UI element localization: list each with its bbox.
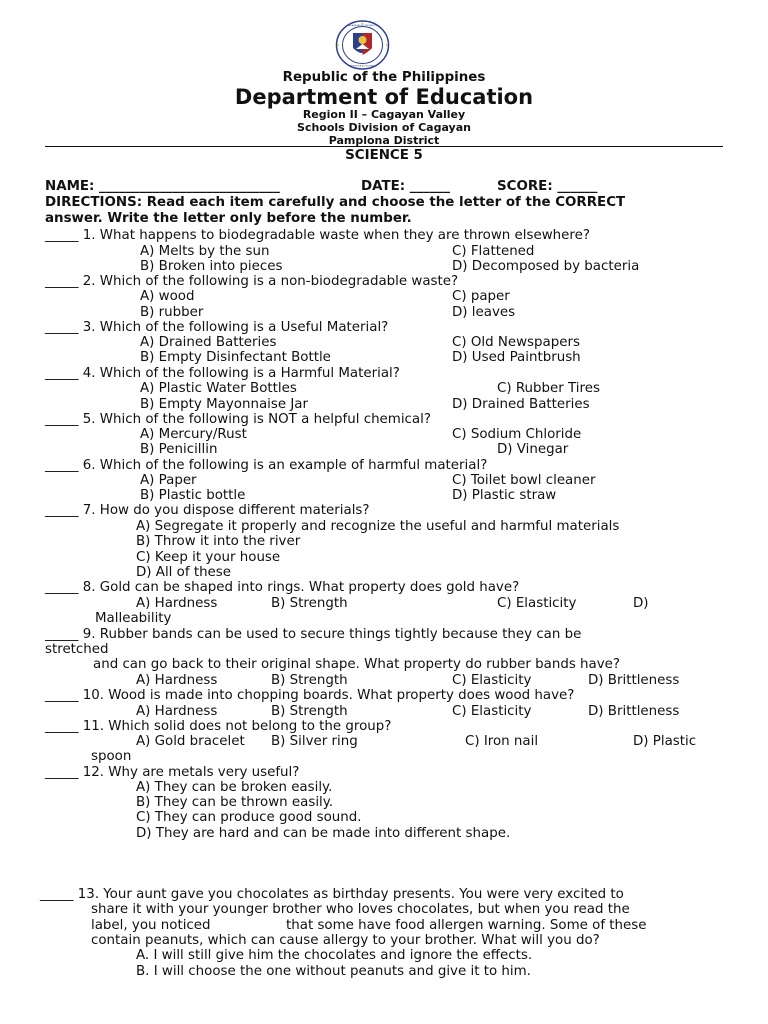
seal-text-bottom: REPUBLIKA NG PILIPINAS <box>350 65 375 68</box>
question-9-stem-line-3: and can go back to their original shape. What property do rubber bands have? <box>93 657 621 672</box>
q2-option-d: D) leaves <box>452 305 516 320</box>
directions-line-2: answer. Write the letter only before the number. <box>45 211 412 226</box>
subject-title: SCIENCE 5 <box>345 148 423 163</box>
question-12-stem: _____ 12. Why are metals very useful? <box>45 765 300 780</box>
date-field[interactable]: DATE: ______ <box>361 179 450 194</box>
q11-option-a: A) Gold bracelet <box>136 734 245 749</box>
q13-option-a: A. I will still give him the chocolates and ignore the effects. <box>136 948 533 963</box>
q4-option-c: C) Rubber Tires <box>497 381 600 396</box>
directions-line-1: DIRECTIONS: Read each item carefully and choose the letter of the CORRECT <box>45 195 626 210</box>
q9-option-c: C) Elasticity <box>452 673 532 688</box>
q6-option-a: A) Paper <box>140 473 197 488</box>
q12-option-c: C) They can produce good sound. <box>136 810 362 825</box>
q4-option-b: B) Empty Mayonnaise Jar <box>140 397 309 412</box>
q9-option-a: A) Hardness <box>136 673 218 688</box>
question-6-stem: _____ 6. Which of the following is an example of harmful material? <box>45 458 488 473</box>
q9-option-d: D) Brittleness <box>588 673 680 688</box>
q3-option-b: B) Empty Disinfectant Bottle <box>140 350 331 365</box>
q6-option-d: D) Plastic straw <box>452 488 557 503</box>
question-1-stem: _____ 1. What happens to biodegradable waste when they are thrown elsewhere? <box>45 228 590 243</box>
q3-option-a: A) Drained Batteries <box>140 335 277 350</box>
q8-option-c: C) Elasticity <box>497 596 577 611</box>
question-13-stem-line-1: _____ 13. Your aunt gave you chocolates as birthday presents. You were very excited to <box>40 887 624 902</box>
q8-option-b: B) Strength <box>271 596 348 611</box>
q5-option-c: C) Sodium Chloride <box>452 427 582 442</box>
q11-option-c: C) Iron nail <box>465 734 539 749</box>
q12-option-a: A) They can be broken easily. <box>136 780 333 795</box>
q6-option-b: B) Plastic bottle <box>140 488 246 503</box>
q10-option-c: C) Elasticity <box>452 704 532 719</box>
score-field[interactable]: SCORE: ______ <box>497 179 598 194</box>
q11-option-b: B) Silver ring <box>271 734 358 749</box>
q2-option-a: A) wood <box>140 289 195 304</box>
q8-option-d-continued: Malleability <box>95 611 172 626</box>
q8-option-a: A) Hardness <box>136 596 218 611</box>
q11-option-d-continued: spoon <box>91 749 132 764</box>
q10-option-d: D) Brittleness <box>588 704 680 719</box>
q10-option-a: A) Hardness <box>136 704 218 719</box>
q1-option-c: C) Flattened <box>452 244 535 259</box>
deped-seal-logo <box>326 20 399 70</box>
question-11-stem: _____ 11. Which solid does not belong to the group? <box>45 719 392 734</box>
q5-option-a: A) Mercury/Rust <box>140 427 247 442</box>
region-line: Region II – Cagayan Valley <box>302 108 466 121</box>
q7-option-c: C) Keep it your house <box>136 550 281 565</box>
header-divider <box>45 146 723 147</box>
q1-option-b: B) Broken into pieces <box>140 259 283 274</box>
question-8-stem: _____ 8. Gold can be shaped into rings. What property does gold have? <box>45 580 520 595</box>
q2-option-c: C) paper <box>452 289 510 304</box>
q3-option-c: C) Old Newspapers <box>452 335 580 350</box>
question-5-stem: _____ 5. Which of the following is NOT a helpful chemical? <box>45 412 431 427</box>
question-9-stem-line-2: stretched <box>45 642 109 657</box>
q6-option-c: C) Toilet bowl cleaner <box>452 473 596 488</box>
q7-option-a: A) Segregate it properly and recognize the useful and harmful materials <box>136 519 620 534</box>
q4-option-d: D) Drained Batteries <box>452 397 590 412</box>
q4-option-a: A) Plastic Water Bottles <box>140 381 297 396</box>
q1-option-a: A) Melts by the sun <box>140 244 270 259</box>
question-13-stem-line-3b: that some have food allergen warning. Some of these <box>286 918 647 933</box>
question-2-stem: _____ 2. Which of the following is a non-biodegradable waste? <box>45 274 459 289</box>
question-9-stem-line-1: _____ 9. Rubber bands can be used to secure things tightly because they can be <box>45 627 582 642</box>
q8-option-d: D) <box>633 596 649 611</box>
q5-option-b: B) Penicillin <box>140 442 218 457</box>
q3-option-d: D) Used Paintbrush <box>452 350 581 365</box>
division-line: Schools Division of Cagayan <box>297 121 471 134</box>
q13-option-b: B. I will choose the one without peanuts and give it to him. <box>136 964 531 979</box>
question-7-stem: _____ 7. How do you dispose different materials? <box>45 503 370 518</box>
district-line: Pamplona District <box>328 134 440 147</box>
question-13-stem-line-4: contain peanuts, which can cause allergy to your brother. What will you do? <box>91 933 600 948</box>
question-13-stem-line-3a: label, you noticed <box>91 918 211 933</box>
q12-option-d: D) They are hard and can be made into different shape. <box>136 826 511 841</box>
q9-option-b: B) Strength <box>271 673 348 688</box>
question-10-stem: _____ 10. Wood is made into chopping boards. What property does wood have? <box>45 688 575 703</box>
name-field[interactable]: NAME: ___________________________ <box>45 179 280 194</box>
q1-option-d: D) Decomposed by bacteria <box>452 259 640 274</box>
department-title: Department of Education <box>234 85 534 109</box>
q12-option-b: B) They can be thrown easily. <box>136 795 334 810</box>
q7-option-b: B) Throw it into the river <box>136 534 301 549</box>
q5-option-d: D) Vinegar <box>497 442 569 457</box>
question-4-stem: _____ 4. Which of the following is a Harmful Material? <box>45 366 400 381</box>
q2-option-b: B) rubber <box>140 305 204 320</box>
seal-text-top: KAGAWARAN NG EDUKASYON <box>347 25 378 27</box>
republic-line: Republic of the Philippines <box>282 70 486 85</box>
question-13-stem-line-2: share it with your younger brother who loves chocolates, but when you read the <box>91 902 630 917</box>
q10-option-b: B) Strength <box>271 704 348 719</box>
q11-option-d: D) Plastic <box>633 734 697 749</box>
q7-option-d: D) All of these <box>136 565 232 580</box>
question-3-stem: _____ 3. Which of the following is a Useful Material? <box>45 320 389 335</box>
